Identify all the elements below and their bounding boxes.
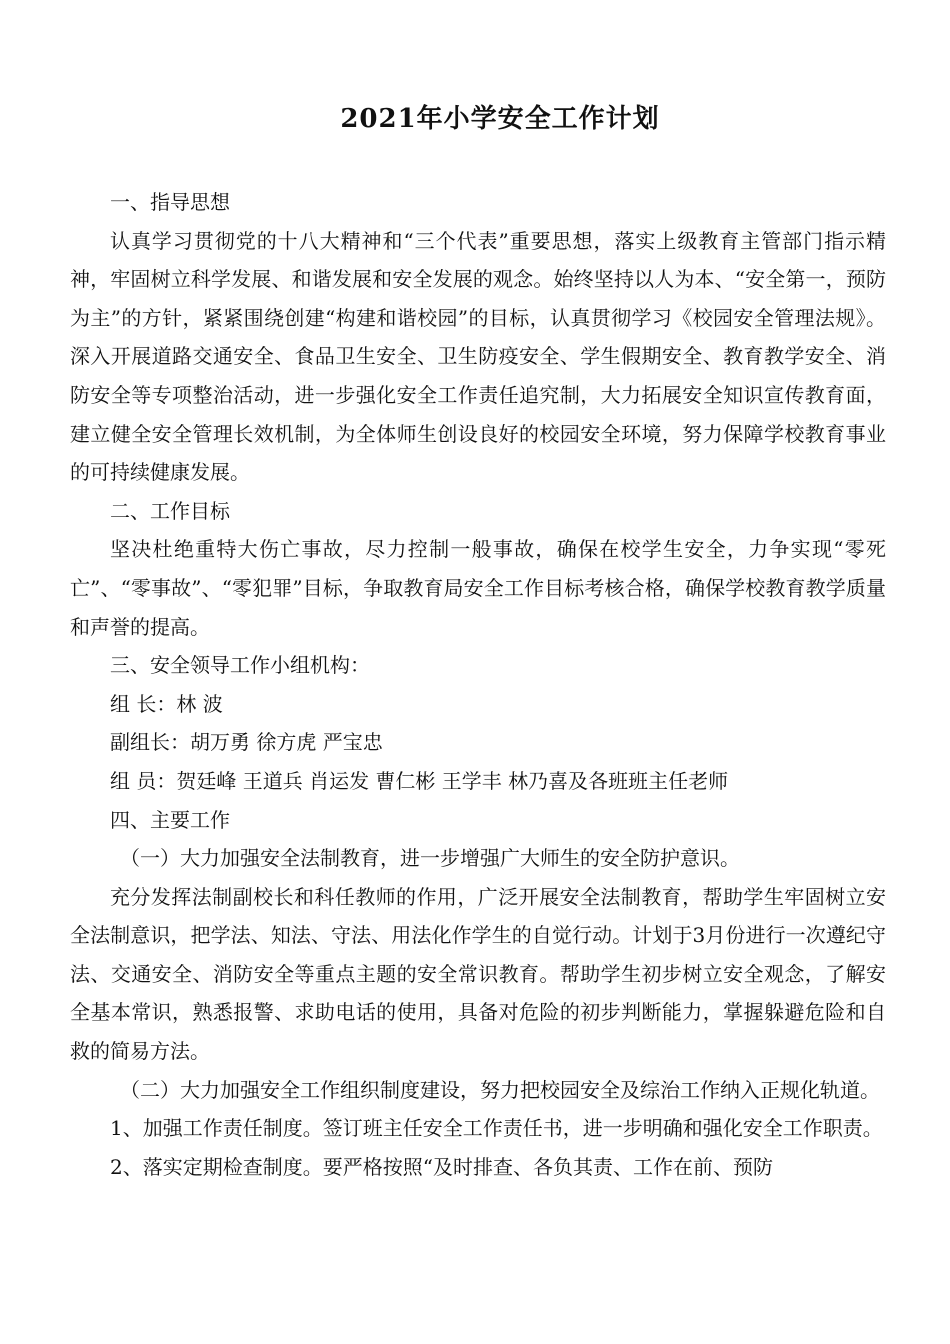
section-heading-work-goals: 二、工作目标 (110, 498, 230, 523)
section-heading-guiding-thought: 一、指导思想 (110, 190, 230, 214)
group-members-line: 组 员：贺廷峰 王道兵 肖运发 曹仁彬 王学丰 林乃喜及各班班主任老师 (110, 768, 729, 793)
document-body (70, 183, 886, 1186)
section-heading-leadership-group: 三、安全领导工作小组机构： (110, 653, 370, 678)
subsection-heading-legal-education: （一）大力加强安全法制教育，进一步增强广大师生的安全防护意识。 (120, 846, 740, 871)
deputy-leader-line: 副组长：胡万勇 徐方虎 严宝忠 (110, 730, 383, 755)
subsection-heading-organization-system: （二）大力加强安全工作组织制度建设，努力把校园安全及综治工作纳入正规化轨道。 (120, 1077, 880, 1102)
paragraph-responsibility-system: 1、加强工作责任制度。签订班主任安全工作责任书，进一步明确和强化安全工作职责。 (110, 1116, 883, 1141)
paragraph-legal-education: 充分发挥法制副校长和科任教师的作用，广泛开展安全法制教育，帮助学生牢固树立安全法制意识，把学法、知法、守法、用法化作学生的自觉行动。计划于3月份进行一次遵纪守法、交通安全、消防安全等重点主题的安全常识教育。帮助学生初步树立安全观念，了解安全基本常识，熟悉报警、求助电话的使用，具备对危险的初步判断能力，掌握躲避危险和自救的简易方法。 (70, 884, 886, 1064)
paragraph-inspection-system: 2、落实定期检查制度。要严格按照“及时排查、各负其责、工作在前、预防 (110, 1154, 773, 1179)
paragraph-guiding-thought: 认真学习贯彻党的十八大精神和“三个代表”重要思想，落实上级教育主管部门指示精神，牢固树立科学发展、和谐发展和安全发展的观念。始终坚持以人为本、“安全第一，预防为主”的方针，紧紧围绕创建“构建和谐校园”的目标，认真贯彻学习《校园安全管理法规》。深入开展道路交通安全、食品卫生安全、卫生防疫安全、学生假期安全、教育教学安全、消防安全等专项整治活动，进一步强化安全工作责任追究制，大力拓展安全知识宣传教育面，建立健全安全管理长效机制，为全体师生创设良好的校园安全环境，努力保障学校教育事业的可持续健康发展。 (70, 228, 886, 485)
document-title: 2021年小学安全工作计划 (340, 104, 660, 134)
section-heading-main-work: 四、主要工作 (110, 807, 230, 832)
paragraph-work-goals: 坚决杜绝重特大伤亡事故，尽力控制一般事故，确保在校学生安全，力争实现“零死亡”、“零事故”、“零犯罪”目标，争取教育局安全工作目标考核合格，确保学校教育教学质量和声誉的提高。 (70, 537, 886, 639)
group-leader-line: 组 长：林 波 (110, 691, 223, 716)
